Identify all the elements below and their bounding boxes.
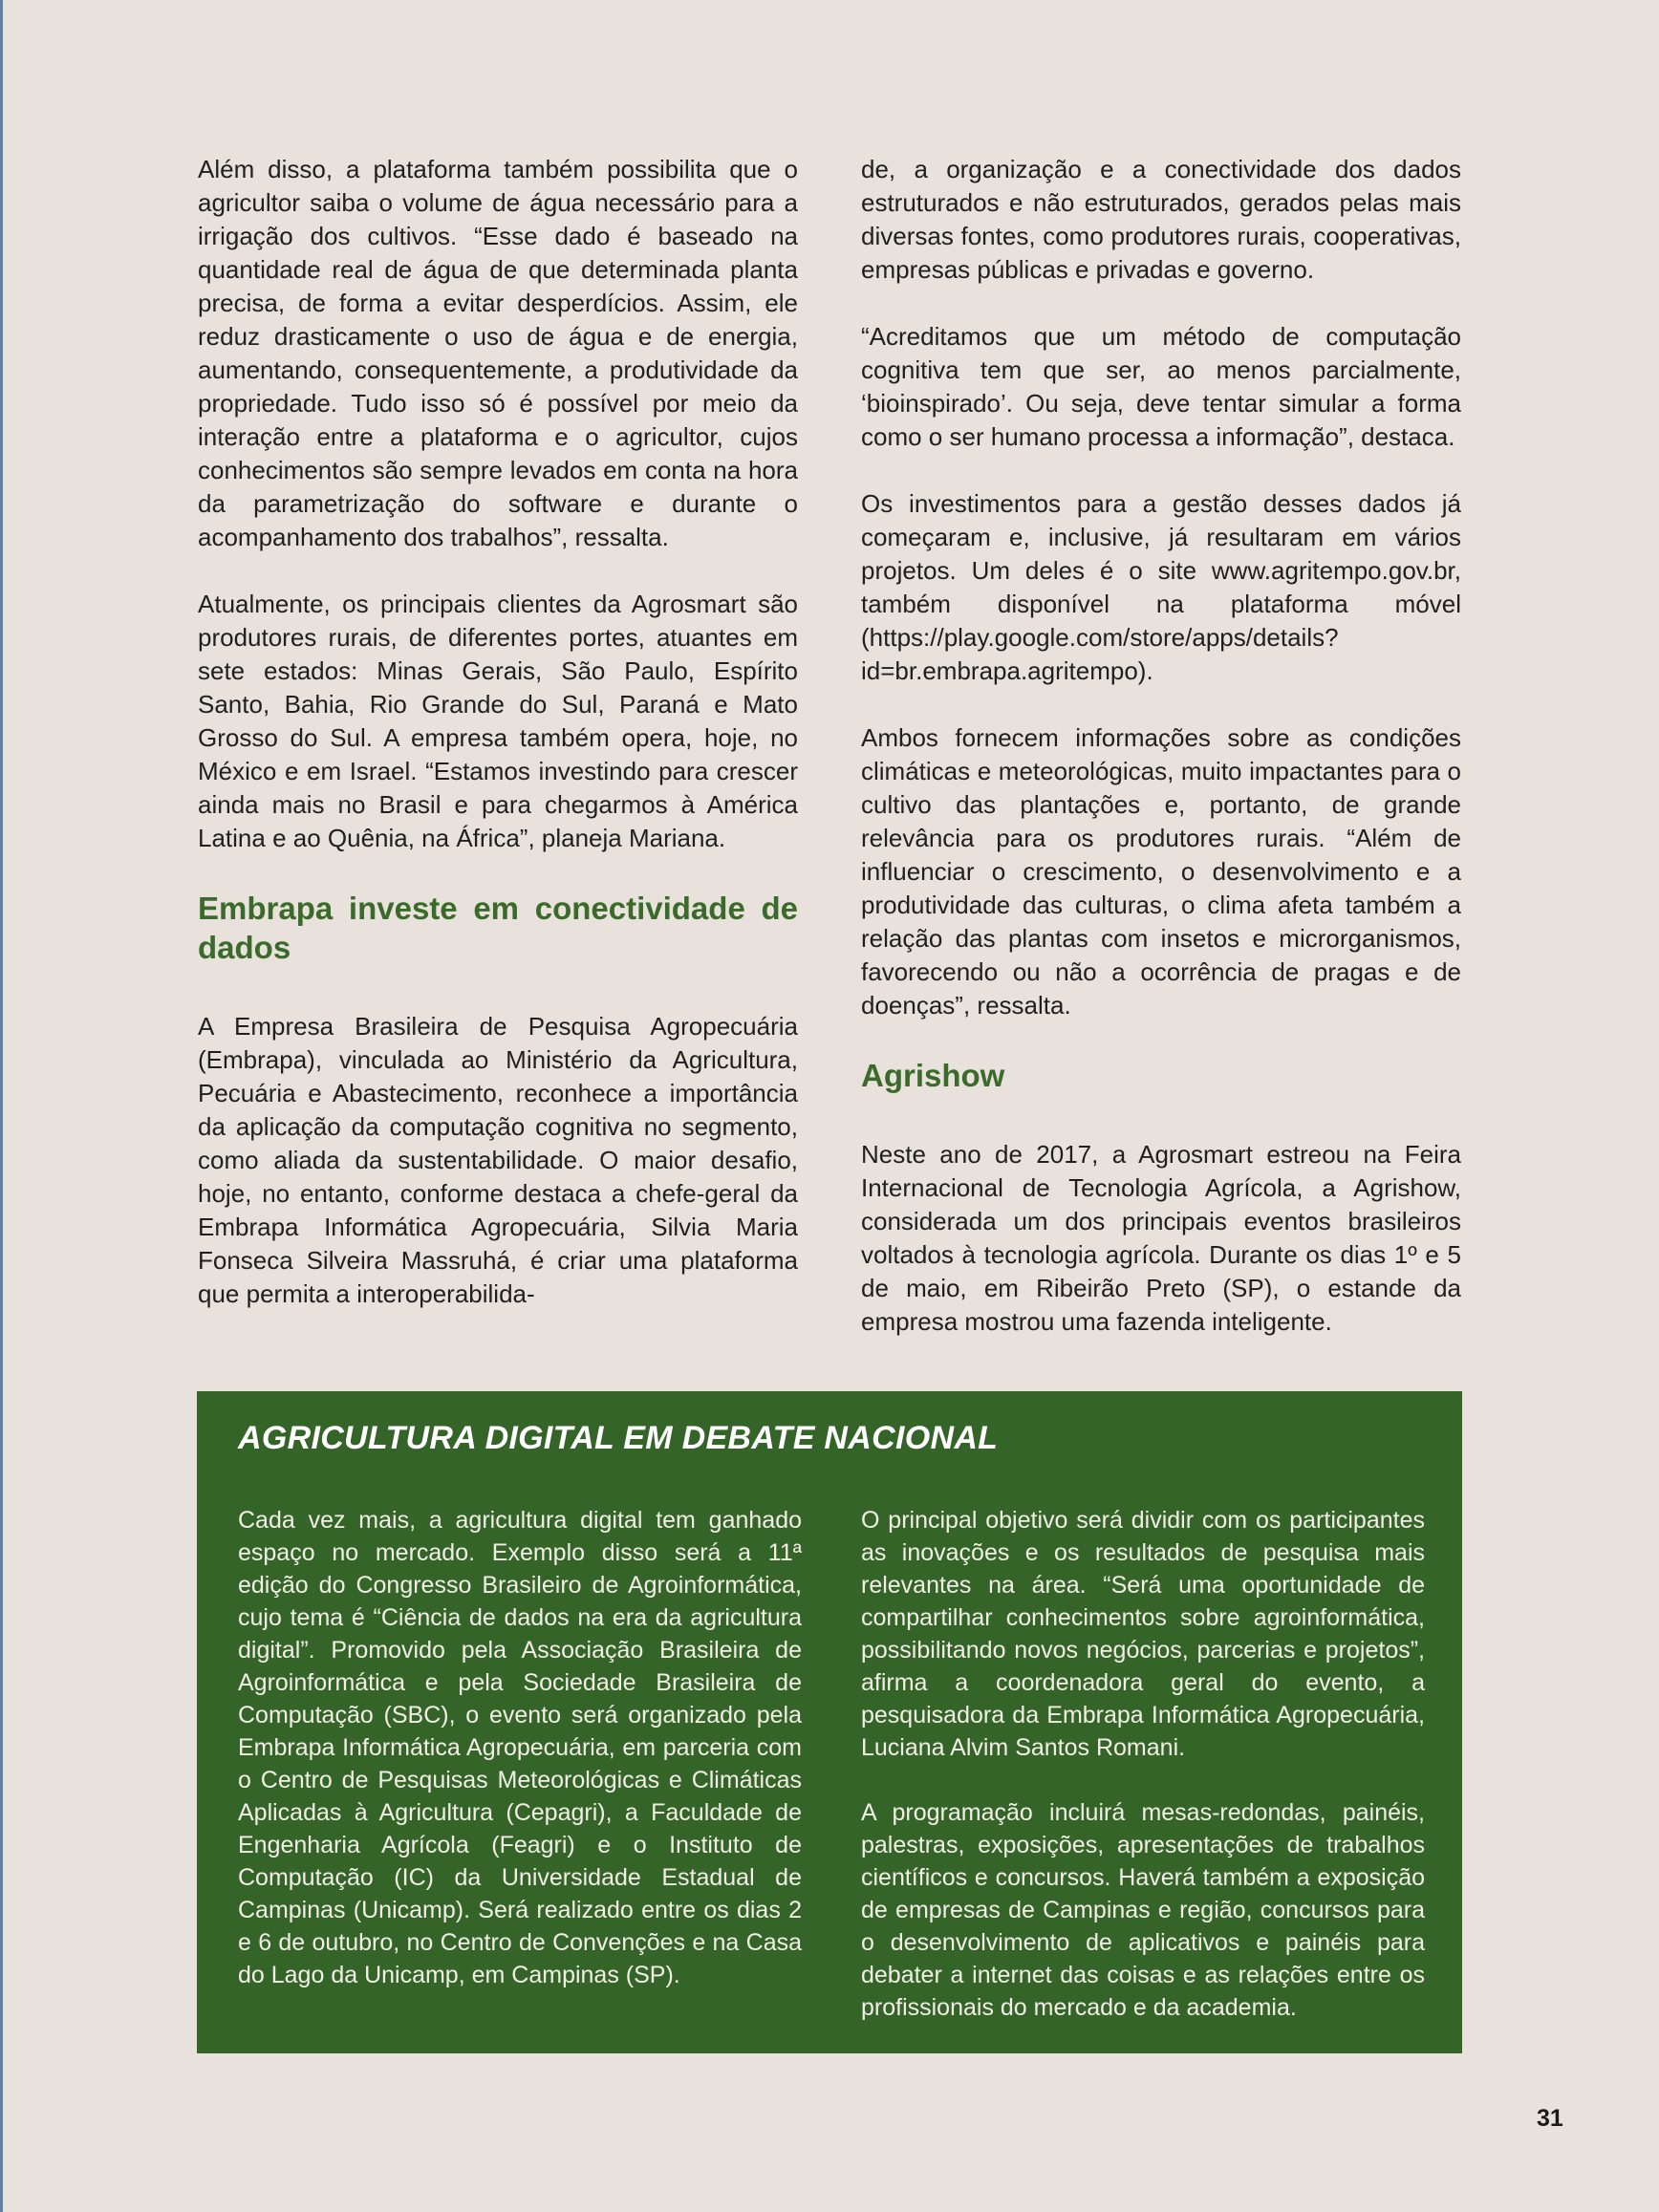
box-right-column bbox=[861, 1504, 1425, 2056]
paragraph-agrishow: Neste ano de 2017, a Agrosmart estreou na Feira Internacional de Tecnologia Agrícola, a Agrishow, considerada um dos principais eventos brasileiros voltados à tecnologia agrícola. Durante os dias 1º e 5 de maio, em Ribeirão Preto (SP), o estande da empresa mostrou uma fazenda inteligente. bbox=[861, 1140, 1461, 1336]
article-right-column bbox=[861, 153, 1461, 1372]
paragraph-platform-water: Além disso, a plataforma também possibilita que o agricultor saiba o volume de água necessário para a irrigação dos cultivos. “Esse dado é baseado na quantidade real de água de que determinada planta precisa, de forma a evitar desperdícios. Assim, ele reduz drasticamente o uso de água e de energia, aumentando, consequentemente, a produtividade da propriedade. Tudo isso só é possível por meio da interação entre a plataforma e o agricultor, cujos conhecimentos são sempre levados em conta na hora da parametrização do software e durante o acompanhamento dos trabalhos”, ressalta. bbox=[198, 155, 798, 551]
box-paragraph-objective: O principal objetivo será dividir com os participantes as inovações e os resultados de pesquisa mais relevantes na área. “Será uma oportunidade de compartilhar conhecimentos sobre agroinformática, possibilitando novos negócios, parcerias e projetos”, afirma a coordenadora geral do evento, a pesquisadora da Embrapa Informática Agropecuária, Luciana Alvim Santos Romani. bbox=[861, 1507, 1425, 1761]
heading-embrapa: Embrapa investe em conectividade de dados bbox=[198, 891, 798, 965]
box-left-column bbox=[238, 1504, 802, 2024]
page-number: 31 bbox=[1537, 2105, 1563, 2132]
sidebar-box bbox=[197, 1391, 1462, 2053]
box-title: AGRICULTURA DIGITAL EM DEBATE NACIONAL bbox=[238, 1420, 999, 1456]
article-left-column bbox=[198, 153, 798, 1344]
heading-agrishow: Agrishow bbox=[861, 1058, 1005, 1093]
paragraph-climate: Ambos fornecem informações sobre as condições climáticas e meteorológicas, muito impactantes para o cultivo das plantações e, portanto, de grande relevância para os produtores rurais. “Além de influenciar o crescimento, o desenvolvimento e a produtividade das culturas, o clima afeta também a relação das plantas com insetos e microrganismos, favorecendo ou não a ocorrência de pragas e de doenças”, ressalta. bbox=[861, 723, 1461, 1020]
paragraph-embrapa: A Empresa Brasileira de Pesquisa Agropecuária (Embrapa), vinculada ao Ministério da Agricultura, Pecuária e Abastecimento, reconhece a importância da aplicação da computação cognitiva no segmento, como aliada da sustentabilidade. O maior desafio, hoje, no entanto, conforme destaca a chefe-geral da Embrapa Informática Agropecuária, Silvia Maria Fonseca Silveira Massruhá, é criar uma plataforma que permita a interoperabilida- bbox=[198, 1012, 798, 1308]
paragraph-data-connectivity: de, a organização e a conectividade dos dados estruturados e não estruturados, gerados pelas mais diversas fontes, como produtores rurais, cooperativas, empresas públicas e privadas e governo. bbox=[861, 155, 1461, 284]
paragraph-agritempo: Os investimentos para a gestão desses dados já começaram e, inclusive, já resultaram em vários projetos. Um deles é o site www.agritempo.gov.br, também disponível na plataforma móvel (https://play.google.com/store/apps/details?id=br.embrapa.agritempo). bbox=[861, 489, 1461, 685]
paragraph-cognitive-quote: “Acreditamos que um método de computação cognitiva tem que ser, ao menos parcialmente, ‘bioinspirado’. Ou seja, deve tentar simular a forma como o ser humano processa a informação”, destaca. bbox=[861, 322, 1461, 451]
paragraph-agrosmart-clients: Atualmente, os principais clientes da Agrosmart são produtores rurais, de diferentes portes, atuantes em sete estados: Minas Gerais, São Paulo, Espírito Santo, Bahia, Rio Grande do Sul, Paraná e Mato Grosso do Sul. A empresa também opera, hoje, no México e em Israel. “Estamos investindo para crescer ainda mais no Brasil e para chegarmos à América Latina e ao Quênia, na África”, planeja Mariana. bbox=[198, 590, 798, 852]
page-edge bbox=[0, 0, 3, 2212]
box-paragraph-congress: Cada vez mais, a agricultura digital tem ganhado espaço no mercado. Exemplo disso será a 11ª edição do Congresso Brasileiro de Agroinformática, cujo tema é “Ciência de dados na era da agricultura digital”. Promovido pela Associação Brasileira de Agroinformática e pela Sociedade Brasileira de Computação (SBC), o evento será organizado pela Embrapa Informática Agropecuária, em parceria com o Centro de Pesquisas Meteorológicas e Climáticas Aplicadas à Agricultura (Cepagri), a Faculdade de Engenharia Agrícola (Feagri) e o Instituto de Computação (IC) da Universidade Estadual de Campinas (Unicamp). Será realizado entre os dias 2 e 6 de outubro, no Centro de Convenções e na Casa do Lago da Unicamp, em Campinas (SP). bbox=[238, 1507, 802, 1988]
box-paragraph-program: A programação incluirá mesas-redondas, painéis, palestras, exposições, apresentações de trabalhos científicos e concursos. Haverá também a exposição de empresas de Campinas e região, concursos para o desenvolvimento de aplicativos e painéis para debater a internet das coisas e as relações entre os profissionais do mercado e da academia. bbox=[861, 1799, 1425, 2021]
